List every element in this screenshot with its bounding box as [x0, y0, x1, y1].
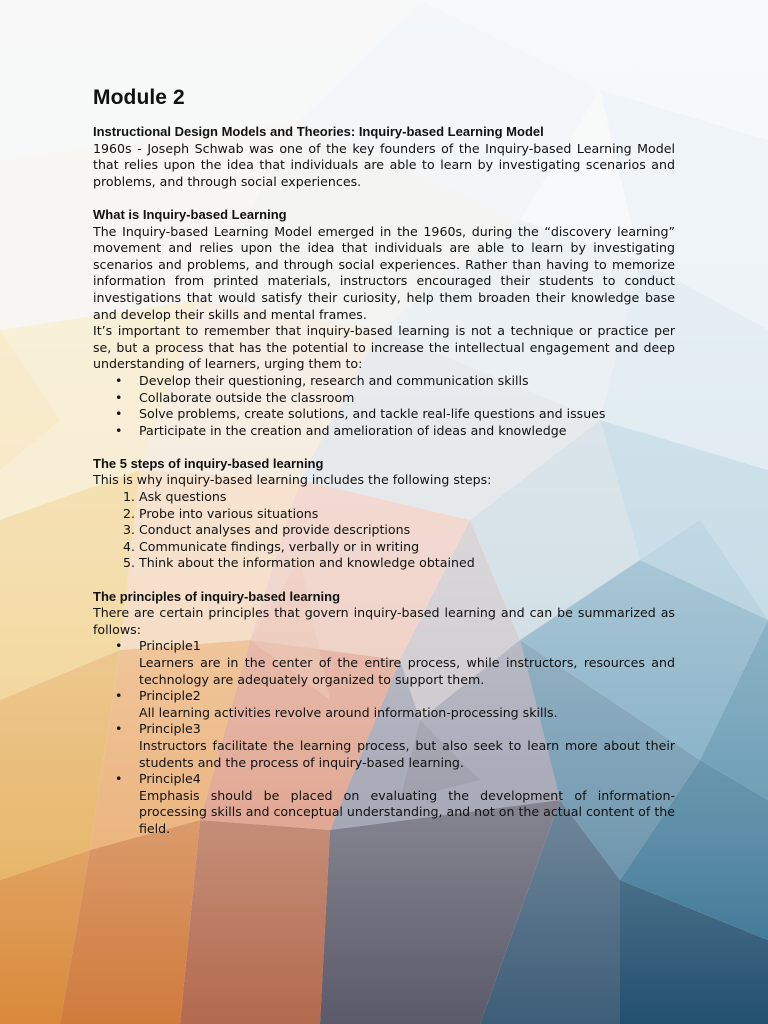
skills-bullet-list [93, 373, 675, 439]
bullet-marker: • [115, 372, 123, 388]
step-number: 1. [122, 489, 135, 505]
principle-text: Instructors facilitate the learning process, but also seek to learn more about their students and the process of inquiry-based learning. [139, 737, 675, 770]
bullet-marker: • [115, 771, 123, 787]
step-number: 4. [122, 538, 135, 554]
principles-heading: The principles of inquiry-based learning [93, 588, 341, 604]
intro-paragraph: 1960s - Joseph Schwab was one of the key founders of the Inquiry-based Learning Model that relies upon the idea that individuals are able to learn by investigating scenarios and problems, and through social experiences. [93, 140, 675, 189]
list-item: 2. Probe into various situations [93, 506, 675, 523]
steps-heading: The 5 steps of inquiry-based learning [93, 455, 324, 471]
step-number: 3. [122, 522, 135, 538]
what-is-paragraph-2: It’s important to remember that inquiry-based learning is not a technique or practice per se, but a process that has the potential to increase the intellectual engagement and deep understanding of learners, urging them to: [93, 323, 675, 372]
list-item [93, 721, 675, 771]
list-item [93, 638, 675, 688]
steps-intro: This is why inquiry-based learning includes the following steps: [93, 472, 492, 488]
step-number: 5. [122, 555, 135, 571]
what-is-paragraph-1: The Inquiry-based Learning Model emerged in the 1960s, during the “discovery learning” movement and relies upon the idea that individuals are able to learn by investigating scenarios and problems, and through social experiences. Rather than having to memorize information from printed materials, instructors encouraged their students to conduct investigations that would satisfy their curiosity, help them broaden their knowledge base and develop their skills and mental frames. [93, 223, 675, 322]
principle-name: Principle3 [139, 721, 201, 737]
what-is-heading: What is Inquiry-based Learning [93, 206, 287, 222]
steps-numbered-list [93, 489, 675, 572]
list-item: 3. Conduct analyses and provide descriptions [93, 522, 675, 539]
list-item [93, 771, 675, 837]
document-page [93, 86, 675, 838]
list-item: • Collaborate outside the classroom [115, 389, 355, 405]
list-item: • Participate in the creation and amelioration of ideas and knowledge [115, 422, 567, 438]
principle-name: Principle2 [139, 688, 201, 704]
bullet-marker: • [115, 638, 123, 654]
principles-intro: There are certain principles that govern inquiry-based learning and can be summarized as follows: [93, 605, 675, 637]
intro-heading: Instructional Design Models and Theories: Inquiry-based Learning Model [93, 124, 544, 139]
list-item: • Solve problems, create solutions, and tackle real-life questions and issues [115, 406, 606, 422]
list-item: • Develop their questioning, research and communication skills [115, 372, 529, 388]
principle-text: Learners are in the center of the entire process, while instructors, resources and technology are adequately organized to support them. [139, 655, 675, 687]
principle-name: Principle4 [139, 771, 201, 787]
list-item [93, 688, 675, 721]
principle-text: Emphasis should be placed on evaluating the development of information-processing skills and conceptual understanding, and not on the actual content of the field. [139, 787, 675, 836]
step-number: 2. [122, 505, 135, 521]
module-title: Module 2 [93, 86, 185, 109]
principle-text: All learning activities revolve around information-processing skills. [139, 704, 558, 720]
principle-name: Principle1 [139, 638, 201, 654]
list-item: 1. Ask questions [93, 489, 675, 506]
bullet-marker: • [115, 389, 123, 405]
list-item: 5. Think about the information and knowledge obtained [93, 555, 675, 572]
bullet-marker: • [115, 422, 123, 438]
list-item: 4. Communicate findings, verbally or in writing [93, 539, 675, 556]
principles-bullet-list [93, 638, 675, 837]
bullet-marker: • [115, 406, 123, 422]
bullet-marker: • [115, 688, 123, 704]
bullet-marker: • [115, 721, 123, 737]
